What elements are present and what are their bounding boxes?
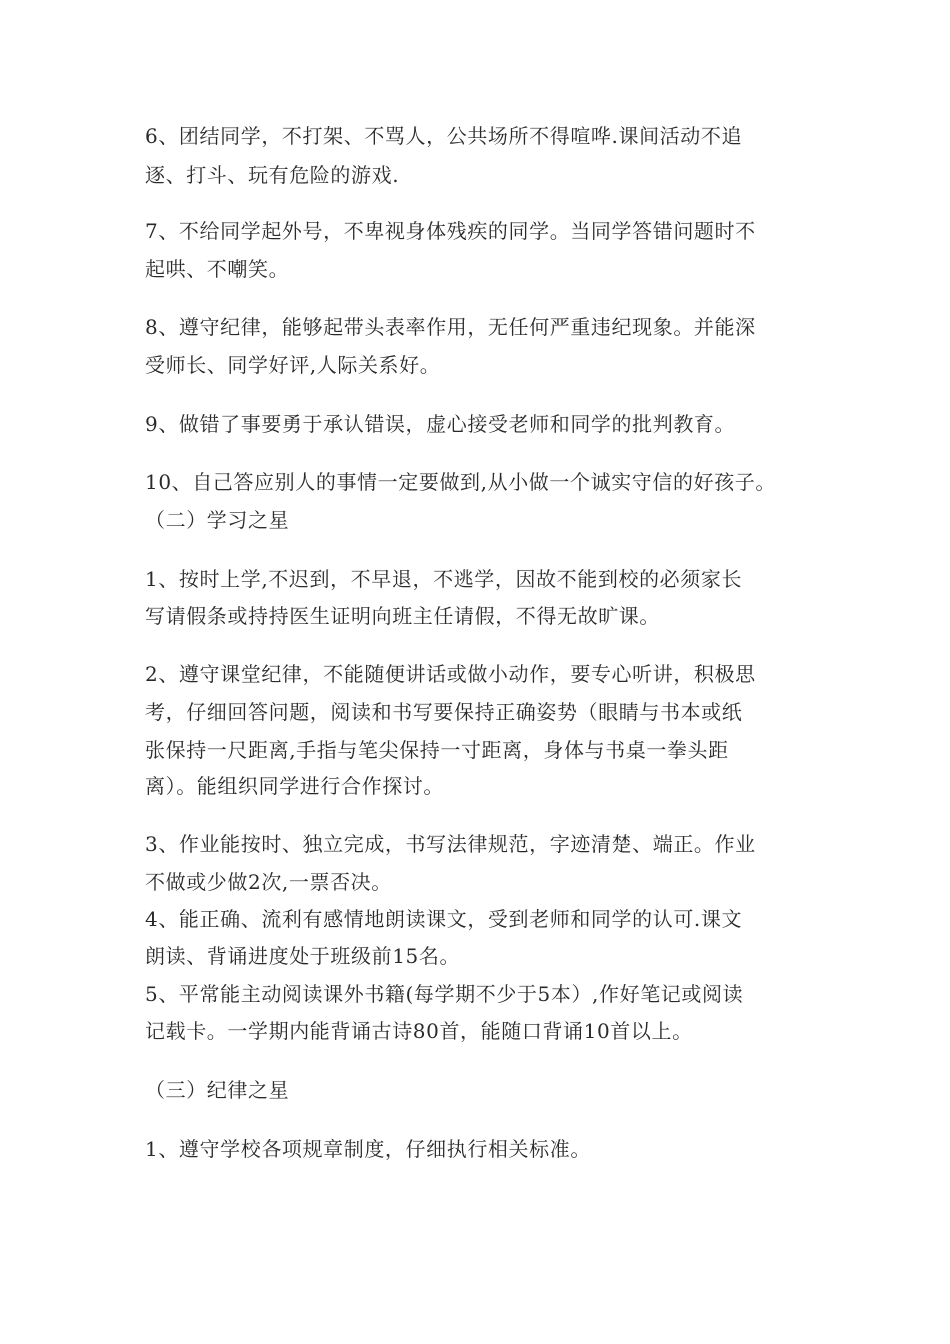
section-heading: （三）纪律之星 xyxy=(145,1078,290,1102)
text-line: 4、能正确、流利有感情地朗读课文，受到老师和同学的认可.课文 xyxy=(145,907,743,931)
text-line: 起哄、不嘲笑。 xyxy=(145,257,290,281)
text-line: 1、遵守学校各项规章制度，仔细执行相关标准。 xyxy=(145,1137,591,1161)
text-line: 3、作业能按时、独立完成，书写法律规范，字迹清楚、端正。作业 xyxy=(145,832,756,856)
text-line: 记载卡。一学期内能背诵古诗80首，能随口背诵10首以上。 xyxy=(145,1019,693,1043)
text-line: 9、做错了事要勇于承认错误，虚心接受老师和同学的批判教育。 xyxy=(145,412,736,436)
text-line: 不做或少做2次,一票否决。 xyxy=(145,870,392,894)
text-line: 8、遵守纪律，能够起带头表率作用，无任何严重违纪现象。并能深 xyxy=(145,315,756,339)
text-line: 张保持一尺距离,手指与笔尖保持一寸距离，身体与书桌一拳头距 xyxy=(145,738,729,762)
text-line: 5、平常能主动阅读课外书籍(每学期不少于5本）,作好笔记或阅读 xyxy=(145,982,744,1006)
section-heading: （二）学习之星 xyxy=(145,508,290,532)
text-line: 写请假条或持持医生证明向班主任请假，不得无故旷课。 xyxy=(145,604,660,628)
text-line: 考，仔细回答问题，阅读和书写要保持正确姿势（眼睛与书本或纸 xyxy=(145,700,743,724)
text-line: 受师长、同学好评,人际关系好。 xyxy=(145,353,441,377)
text-line: 朗读、背诵进度处于班级前15名。 xyxy=(145,944,461,968)
text-line: 1、按时上学,不迟到，不早退，不逃学，因故不能到校的必须家长 xyxy=(145,567,743,591)
text-line: 10、自己答应别人的事情一定要做到,从小做一个诚实守信的好孩子。 xyxy=(145,470,777,494)
text-line: 逐、打斗、玩有危险的游戏. xyxy=(145,163,400,187)
text-line: 2、遵守课堂纪律，不能随便讲话或做小动作，要专心听讲，积极思 xyxy=(145,662,756,686)
text-line: 6、团结同学，不打架、不骂人，公共场所不得喧哗.课间活动不追 xyxy=(145,124,743,148)
text-line: 7、不给同学起外号，不卑视身体残疾的同学。当同学答错问题时不 xyxy=(145,219,756,243)
text-line: 离）。能组织同学进行合作探讨。 xyxy=(145,774,444,798)
